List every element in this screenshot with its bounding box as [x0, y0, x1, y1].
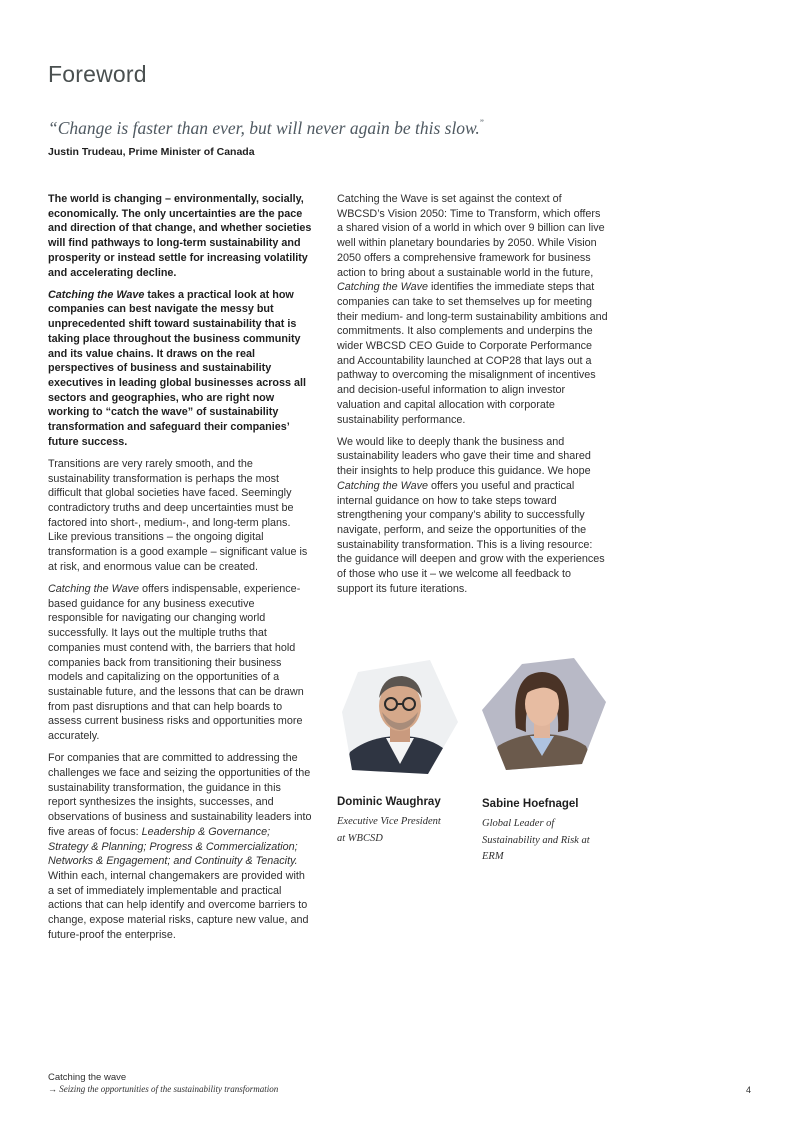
footer-report-title: Catching the wave: [48, 1072, 127, 1083]
page-number: 4: [746, 1085, 752, 1095]
signatory-name: Sabine Hoefnagel: [482, 798, 579, 810]
overview-paragraph: [48, 288, 312, 450]
focus-areas-outro: Within each, internal changemakers are provided with a set of immediately implementable and practical actions that can help identify and overcome barriers to change, expose material risks, capture new value, and future-proof the enterprise.: [48, 869, 309, 941]
thanks-paragraph: [337, 435, 609, 597]
page-title: Foreword: [48, 61, 147, 88]
focus-areas-intro: For companies that are committed to addressing the challenges we face and seizing the opportunities of the sustainability transformation, the guidance in this report synthesizes the insights, successes, and observations of business and sustainability leaders into five areas of focus:: [48, 752, 312, 838]
guidance-text: offers indispensable, experience-based guidance for any business executive responsible for navigating our changing world successfully. It lays out the multiple truths that companies must contend with, the barriers that hold companies back from transitioning their business models and capitalizing on the opportunities of a sustainable future, and the lessons that can be drawn from past disruptions and that can help boards to assess current business risks and opportunities more accurately.: [48, 583, 304, 743]
focus-areas-list: Leadership & Governance; Strategy & Planning; Progress & Commercialization; Networks & Engagement; and Continuity & Tenacity.: [48, 825, 298, 868]
portrait-sabine-hoefnagel: [472, 648, 612, 776]
thanks-intro: We would like to deeply thank the business and sustainability leaders who gave their time and shared their insights to help produce this guidance. We hope: [337, 435, 591, 478]
report-title-ref: Catching the Wave: [48, 288, 145, 301]
quote-closing-mark: ”: [479, 118, 484, 128]
quote-attribution: Justin Trudeau, Prime Minister of Canada: [48, 146, 255, 158]
intro-paragraph: The world is changing – environmentally, socially, economically. The only uncertainties are the pace and direction of that change, and whether societies will find pathways to long-term sustainability and prosperity or instead settle for increasing volatility and accelerating decline.: [48, 193, 312, 279]
thanks-text: offers you useful and practical internal guidance on how to take steps toward strengthening your company’s ability to successfully navigate, perform, and seize the opportunities of the sustainability transformation. This is a living resource: the guidance will deepen and grow with the experiences of those who use it – we welcome all feedback to support its future iterations.: [337, 479, 605, 595]
left-column: [48, 192, 312, 950]
guidance-paragraph: [48, 582, 312, 744]
signatory-role: Executive Vice President at WBCSD: [337, 816, 441, 844]
overview-text: takes a practical look at how companies can best navigate the messy but unprecedented shift toward sustainability that is taking place throughout the business community and its value chains. It draws on the real perspectives of business and sustainability executives in leading global businesses across all sectors and geographies, who are right now working to “catch the wave” of sustainability transformation and safeguard their companies’ future success.: [48, 288, 307, 448]
quote-text: “Change is faster than ever, but will never again be this slow.: [48, 118, 480, 138]
portrait-dominic-waughray: [330, 652, 470, 780]
signatory-name: Dominic Waughray: [337, 796, 441, 808]
report-title-ref: Catching the Wave: [48, 583, 140, 596]
transitions-paragraph: Transitions are very rarely smooth, and the sustainability transformation is perhaps the most difficult that global societies have faced. Seemingly contradictory truths and deep uncertainties must be factored into short-, medium-, and long-term plans. Like previous transitions – the ongoing digital transformation is a good example – significant value is at risk, and enormous value can be created.: [48, 457, 308, 573]
signatory-role: Global Leader of Sustainability and Risk at ERM: [482, 818, 590, 862]
report-title-ref: Catching the Wave: [337, 281, 429, 294]
pull-quote: [48, 118, 608, 139]
context-paragraph: [337, 192, 609, 427]
right-column: [337, 192, 609, 604]
footer-subtitle: → Seizing the opportunities of the sustainability transformation: [48, 1084, 279, 1094]
context-intro: Catching the Wave is set against the context of WBCSD’s Vision 2050: Time to Transform, which offers a shared vision of a world in which over 9 billion can live well within planetary boundaries by 2050. While Vision 2050 offers a comprehensive framework for business action to bring about a sustainable world in the future,: [337, 193, 605, 279]
report-title-ref: Catching the Wave: [337, 479, 429, 492]
focus-areas-paragraph: [48, 751, 312, 942]
context-text: identifies the immediate steps that companies can take to set themselves up for meeting their medium- and long-term sustainability ambitions and commitments. It also complements and underpins the wider WBCSD CEO Guide to Corporate Performance and Accountability launched at COP28 that lays out a pathway to overcoming the misalignment of incentives and decision-useful information to align investor valuation and capital allocation with corporate sustainability performance.: [337, 281, 608, 426]
